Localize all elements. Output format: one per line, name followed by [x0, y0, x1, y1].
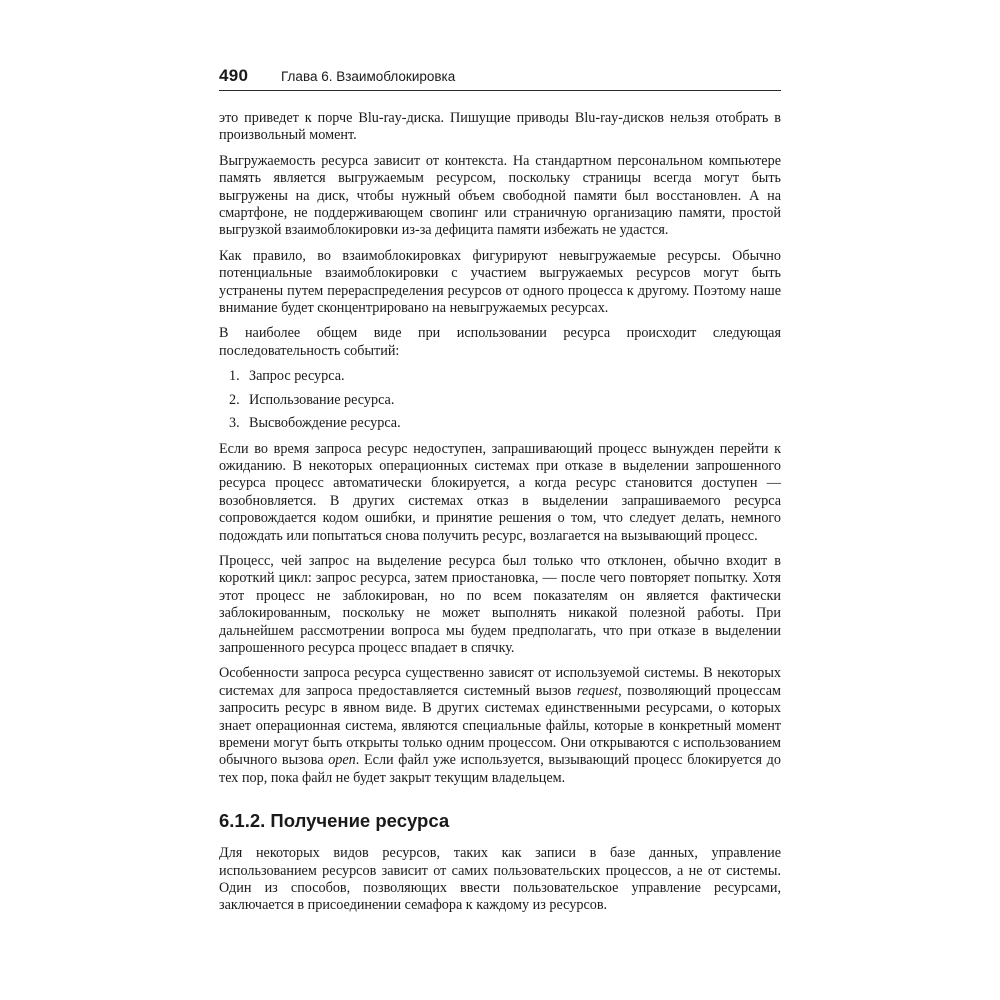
event-sequence-list	[219, 368, 781, 432]
list-item	[229, 368, 781, 385]
list-item-text: Высвобождение ресурса.	[249, 415, 401, 432]
paragraph-5: Если во время запроса ресурс недоступен, запрашивающий процесс вынужден перейти к ожиданию. В некоторых операционных системах при отказе в выделении запрошенного ресурса процесс автоматически блокируется, а когда ресурс становится доступен — возобновляется. В других системах отказ в выделении запрашиваемого ресурса сопровождается кодом ошибки, и принятие решения о том, что следует делать, немного подождать или попытаться снова получить ресурс, возлагается на вызывающий процесс.	[219, 440, 781, 544]
paragraph-7-part-c: . Если файл уже используется, вызывающий процесс блокируется до тех пор, пока файл не будет закрыт текущим владельцем.	[219, 752, 781, 786]
paragraph-4: В наиболее общем виде при использовании ресурса происходит следующая последовательность событий:	[219, 325, 781, 359]
open-call: open	[328, 752, 356, 769]
chapter-title: Глава 6. Взаимоблокировка	[281, 69, 456, 84]
list-item-number: 3.	[229, 415, 240, 432]
list-item	[229, 415, 781, 432]
paragraph-6: Процесс, чей запрос на выделение ресурса был только что отклонен, обычно входит в короткий цикл: запрос ресурса, затем приостановка, — после чего повторяет попытку. Хотя этот процесс не заблокирован, но по всем показателям он является фактически заблокированным, поскольку не может выполнять никакой полезной работы. При дальнейшем рассмотрении вопроса мы будем предполагать, что при отказе в выделении запрошенного ресурса процесс впадает в спячку.	[219, 552, 781, 656]
paragraph-7	[219, 665, 781, 787]
page-body	[219, 110, 781, 923]
running-header	[219, 66, 781, 91]
list-item-text: Запрос ресурса.	[249, 368, 345, 385]
list-item-number: 1.	[229, 368, 240, 385]
section-heading: 6.1.2. Получение ресурса	[219, 810, 450, 832]
paragraph-7-part-b: , позволяющий процессам запросить ресурс в явном виде. В других системах единственными ресурсами, о которых знает операционная система, являются специальные файлы, которые в конкретный момент времени могут быть открыты только одним процессом. Они открываются с использованием обычного вызова	[219, 682, 781, 769]
page-number: 490	[219, 66, 249, 85]
request-call: request	[576, 682, 619, 699]
paragraph-1: это приведет к порче Blu-ray-диска. Пишущие приводы Blu-ray-дисков нельзя отобрать в произвольный момент.	[219, 110, 781, 144]
list-item-text: Использование ресурса.	[249, 391, 395, 408]
paragraph-3: Как правило, во взаимоблокировках фигурируют невыгружаемые ресурсы. Обычно потенциальные взаимоблокировки с участием выгружаемых ресурсов могут быть устранены путем перераспределения ресурсов от одного процесса к другому. Поэтому наше внимание будет сконцентрировано на невыгружаемых ресурсах.	[219, 247, 781, 317]
paragraph-2: Выгружаемость ресурса зависит от контекста. На стандартном персональном компьютере память является выгружаемым ресурсом, поскольку страницы всегда могут быть выгружены на диск, чтобы нужный объем свободной памяти был восстановлен. А на смартфоне, не поддерживающем свопинг или страничную организацию памяти, простой выгрузкой взаимоблокировки из-за дефицита памяти избежать не удастся.	[219, 152, 781, 239]
paragraph-8: Для некоторых видов ресурсов, таких как записи в базе данных, управление использованием ресурсов зависит от самих пользовательских процессов, а не от системы. Один из способов, позволяющих ввести пользовательское управление ресурсами, заключается в присоединении семафора к каждому из ресурсов.	[219, 845, 781, 914]
list-item	[229, 392, 781, 409]
paragraph-7-part-a: Особенности запроса ресурса существенно зависят от используемой системы. В некоторых системах для запроса предоставляется системный вызов	[219, 665, 781, 699]
list-item-number: 2.	[229, 391, 240, 408]
